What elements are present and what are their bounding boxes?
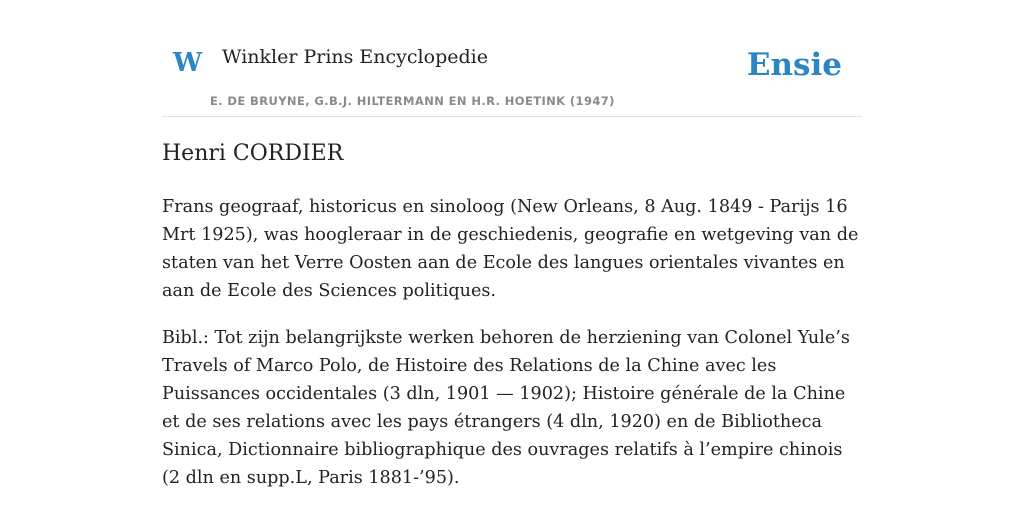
encyclopedia-title[interactable]: Winkler Prins Encyclopedie <box>222 46 488 68</box>
ensie-logo[interactable]: Ensie <box>746 47 842 83</box>
article-title: Henri CORDIER <box>162 141 344 166</box>
winkler-prins-logo[interactable]: W <box>173 48 203 78</box>
article-bibliography: Bibl.: Tot zijn belangrijkste werken behoren de herziening van Colonel Yule’s Travels of Marco Polo, de Histoire des Relations de la Chine avec les Puissances occidentales (3 dln, 1901 — 1902); Histoire générale de la Chine et de ses relations avec les pays étrangers (4 dln, 1920) en de Bibliotheca Sinica, Dictionnaire bibliographique des ouvrages relatifs à l’empire chinois (2 dln en supp.L, Paris 1881-’95). <box>162 328 850 488</box>
encyclopedia-authors: E. DE BRUYNE, G.B.J. HILTERMANN EN H.R. HOETINK (1947) <box>210 94 615 108</box>
article-paragraph: Frans geograaf, historicus en sinoloog (New Orleans, 8 Aug. 1849 - Parijs 16 Mrt 1925), was hoogleraar in de geschiedenis, geografie en wetgeving van de staten van het Verre Oosten aan de Ecole des langues orientales vivantes en aan de Ecole des Sciences politiques. <box>162 197 859 301</box>
page-content <box>162 0 862 488</box>
encyclopedia-header <box>162 0 862 117</box>
article-body <box>162 193 862 511</box>
